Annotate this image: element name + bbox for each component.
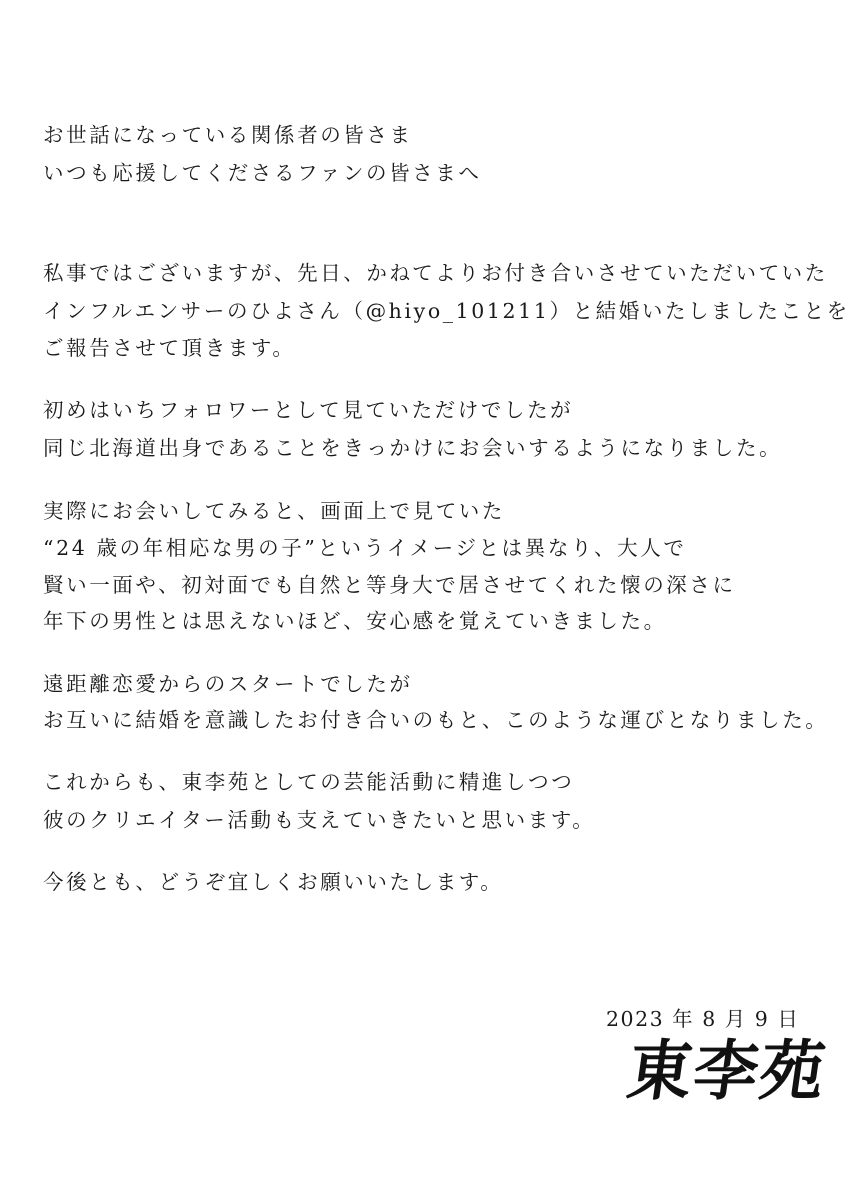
paragraph-3-line-1: 実際にお会いしてみると、画面上で見ていた: [43, 499, 505, 523]
letter-date: 2023 年 8 月 9 日: [606, 1007, 800, 1031]
paragraph-6-line-1: 今後とも、どうぞ宜しくお願いいたします。: [43, 870, 504, 894]
paragraph-1-line-3: ご報告させて頂きます。: [43, 336, 296, 360]
paragraph-2-line-2: 同じ北海道出身であることをきっかけにお会いするようになりました。: [43, 436, 783, 460]
paragraph-2-line-1: 初めはいちフォロワーとして見ていただけでしたが: [43, 398, 574, 422]
paragraph-5-line-1: これからも、東李苑としての芸能活動に精進しつつ: [43, 770, 575, 794]
paragraph-4-line-1: 遠距離恋愛からのスタートでしたが: [43, 672, 413, 696]
greeting-line-1: お世話になっている関係者の皆さま: [43, 123, 413, 147]
paragraph-4-line-2: お互いに結婚を意識したお付き合いのもと、このような運びとなりました。: [43, 708, 829, 732]
paragraph-1-line-1: 私事ではございますが、先日、かねてよりお付き合いさせていただいていた: [43, 261, 828, 285]
paragraph-3-line-4: 年下の男性とは思えないほど、安心感を覚えていきました。: [43, 609, 667, 633]
paragraph-3-line-2: “24 歳の年相応な男の子”というイメージとは異なり、大人で: [43, 536, 687, 560]
paragraph-3-line-3: 賢い一面や、初対面でも自然と等身大で居させてくれた懐の深さに: [43, 573, 736, 597]
handwritten-signature: 東李苑: [622, 1033, 832, 1110]
greeting-line-2: いつも応援してくださるファンの皆さまへ: [43, 161, 482, 185]
paragraph-5-line-2: 彼のクリエイター活動も支えていきたいと思います。: [43, 808, 596, 832]
paragraph-1-line-2: インフルエンサーのひよさん（@hiyo_101211）と結婚いたしましたことを: [43, 299, 850, 323]
